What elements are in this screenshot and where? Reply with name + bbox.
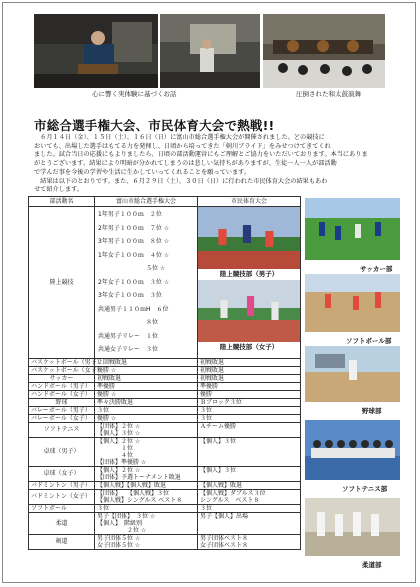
table-row-badminton-girls [29,489,301,504]
lecture-photo-caption: 心に響く実体験に基づくお話 [92,90,177,98]
result-line: 2年男子１００ｍ ７位 ☆ [98,224,170,232]
judo-caption: 柔道部 [362,561,382,569]
city-result [95,534,198,549]
table-row-athletics [29,207,301,359]
result-line: 【個人】２位 ☆ [97,437,141,445]
result-line: ２位 ☆ [97,526,147,534]
result-line: 共通男子リレー １位 [98,332,159,340]
club-name: 陸上競技 [29,207,95,359]
result-line: 男子団体ベスト８ [200,534,249,542]
result-line: 共通男子１１０ｍH ６位 [98,305,169,313]
city-result [95,466,198,481]
result-line: 女子団体５位 ☆ [97,541,141,549]
city-result: ３位 [95,504,198,512]
result-line: 【個人】 階級別 [97,519,143,527]
citizen-result: ３位 [198,504,301,512]
citizen-result: 初戦敗退 [198,366,301,374]
result-line: 【団体】２位 ☆ [97,422,141,430]
club-name: ハンドボール（男子） [29,382,95,390]
city-result: 初戦敗退 [95,374,198,382]
citizen-result [198,512,301,534]
result-line: 【個人】３位 [200,466,237,474]
club-name: バスケットボール（女子） [29,366,95,374]
citizen-result [198,437,301,466]
table-row [29,374,301,382]
table-row [29,358,301,366]
table-row [29,398,301,406]
soft-tennis-photo [305,420,400,480]
city-result: 優勝 ☆ [95,366,198,374]
city-result: 【個人戦】【個人戦】敗退 [95,481,198,489]
city-result [95,422,198,437]
result-line: 【団体】 【個人戦】３位 [97,489,170,497]
table-row [29,414,301,422]
result-line: 2年女子１００ｍ ３位 ☆ [98,278,170,286]
table-row-badminton-boys [29,481,301,489]
soccer-caption: サッカー部 [360,265,393,273]
table-row [29,390,301,398]
table-row-soft-tennis [29,422,301,437]
athletics-city-results [95,207,198,359]
club-name: バレーボール（男子） [29,406,95,414]
citizen-result: Ｂブロック３位 [198,398,301,406]
city-result [95,489,198,504]
city-result: 準優勝 [95,382,198,390]
table-header-row [29,197,301,207]
soccer-photo [305,198,400,260]
result-line: 1年女子１００ｍ ４位 ☆ [98,251,170,259]
result-line: 男子【個人】出場 [200,512,249,520]
result-line: 男子団体５位 ☆ [97,534,141,542]
soft-tennis-caption: ソフトテニス部 [342,485,388,493]
result-line [200,430,298,437]
result-line: 女子団体ベスト８ [200,541,249,549]
table-row-judo [29,512,301,534]
table-row-kendo [29,534,301,549]
result-line: 【個人】３位 [200,437,237,445]
header-city-tournament: 富山市総合選手権大会 [95,197,198,207]
club-name: ソフトボール [29,504,95,512]
article-title: 市総合選手権大会、市民体育大会で熱戦!! [34,118,275,133]
intro-line: がとうございます。結果により明暗が分かれてしまうのは悲しい気持ちがありますが、生徒一人一人が部活動 [34,160,337,168]
result-line: 【個人戦】シングルス ベスト８ [97,496,183,504]
stage-photo [160,14,260,88]
softball-caption: ソフトボール部 [346,337,392,345]
club-name: 剣道 [29,534,95,549]
club-name: バドミントン（男子） [29,481,95,489]
club-name: バドミントン（女子） [29,489,95,504]
club-name: 卓球（男子） [29,437,95,466]
intro-line: 結果は以下のとおりです。また、６月２９日（土）、３０日（日）に行われた市民体育大会の結果もあわ [34,177,328,185]
result-line: ４位 [97,451,134,459]
result-line: 【個人】３位 ☆ [97,429,141,437]
intro-line: おいても、出場した選手はもてる力を発揮し、日頃から培ってきた「剣川ブライド」をみせつけてきてくれ [34,142,331,150]
result-line: 共通女子リレー ３位 [98,346,159,353]
intro-line: ました。試合当日の応援にもよりましたら、日頃の部活動運営にもご理解とご協力をいただいております。本当にありま [34,151,368,159]
result-line: １位 [97,444,134,452]
intro-line: で学んだ事を今後の学習や生活に生かしていってくれることを願っています。 [34,168,251,176]
citizen-result [198,466,301,481]
city-result: 優勝 ☆ [95,414,198,422]
club-name: 野球 [29,398,95,406]
taiko-photo-caption: 圧倒された和太鼓演舞 [296,90,361,98]
club-name: 卓球（女子） [29,466,95,481]
athletics-boys-photo [198,207,300,269]
softball-photo [305,274,400,332]
table-row-softball [29,504,301,512]
table-row-table-tennis-boys [29,437,301,466]
club-name: バレーボール（女子） [29,414,95,422]
club-name: 柔道 [29,512,95,534]
citizen-result: 準優勝 [198,382,301,390]
result-line: ８位 [98,319,159,326]
city-result: 準々決勝敗退 [95,398,198,406]
baseball-photo [305,346,400,402]
city-result [95,437,198,466]
city-result: 優勝 ☆ [95,390,198,398]
city-result: ３位 [95,406,198,414]
citizen-result: 【個人戦】敗退 [198,481,301,489]
citizen-result: 優勝 [198,390,301,398]
result-line: Ａチーム優勝 [200,422,237,430]
result-line: 3年女子１００ｍ ３位 [98,292,162,299]
table-row [29,366,301,374]
header-club: 部活動名 [29,197,95,207]
table-row [29,406,301,414]
citizen-result [198,489,301,504]
taiko-photo [263,14,385,88]
judo-photo [305,498,400,556]
citizen-result: ３位 [198,406,301,414]
club-name: サッカー [29,374,95,382]
citizen-result: 初戦敗退 [198,358,301,366]
table-row-table-tennis-girls [29,466,301,481]
athletics-girls-caption: 陸上競技部（女子） [219,343,279,351]
result-line: 【団体】準優勝 ☆ [97,458,147,466]
result-line: 【団体】予選トーナメント敗退 [97,473,181,481]
citizen-result [198,422,301,437]
athletics-girls-photo [198,280,300,342]
result-line: 【個人】２位 ☆ [97,466,141,474]
club-name: ハンドボール（女子） [29,390,95,398]
result-line: 男子【団体】 ３位 ☆ [97,512,156,520]
result-line: 3年男子１００ｍ ８位 ☆ [98,238,170,245]
club-name: ソフトテニス [29,422,95,437]
athletics-citizen-photos [198,207,301,359]
athletics-boys-caption: 陸上競技部（男子） [219,270,279,278]
city-result: ２回戦敗退 [95,358,198,366]
result-line: 【個人戦】ダブルス３位 [200,489,266,497]
intro-line: せて紹介します。 [34,186,84,194]
header-citizen-tournament: 市民体育大会 [198,197,301,207]
result-line: 1年男子１００ｍ ２位 [98,211,162,218]
city-result [95,512,198,534]
article-intro [34,134,406,195]
baseball-caption: 野球部 [362,407,382,415]
intro-line: ６月１４日（金）、１５日（土）、１６日（日）に富山市総合選手権大会が開催されました。どの競技に [34,134,325,141]
result-line: ５位 ☆ [98,265,166,272]
citizen-result: ３位 [198,414,301,422]
lecture-photo [34,14,158,88]
citizen-result: 初戦敗退 [198,374,301,382]
results-table [28,196,301,550]
table-row [29,382,301,390]
club-name: バスケットボール（男子） [29,358,95,366]
citizen-result [198,534,301,549]
result-line: シングルス ベスト８ [200,496,260,504]
